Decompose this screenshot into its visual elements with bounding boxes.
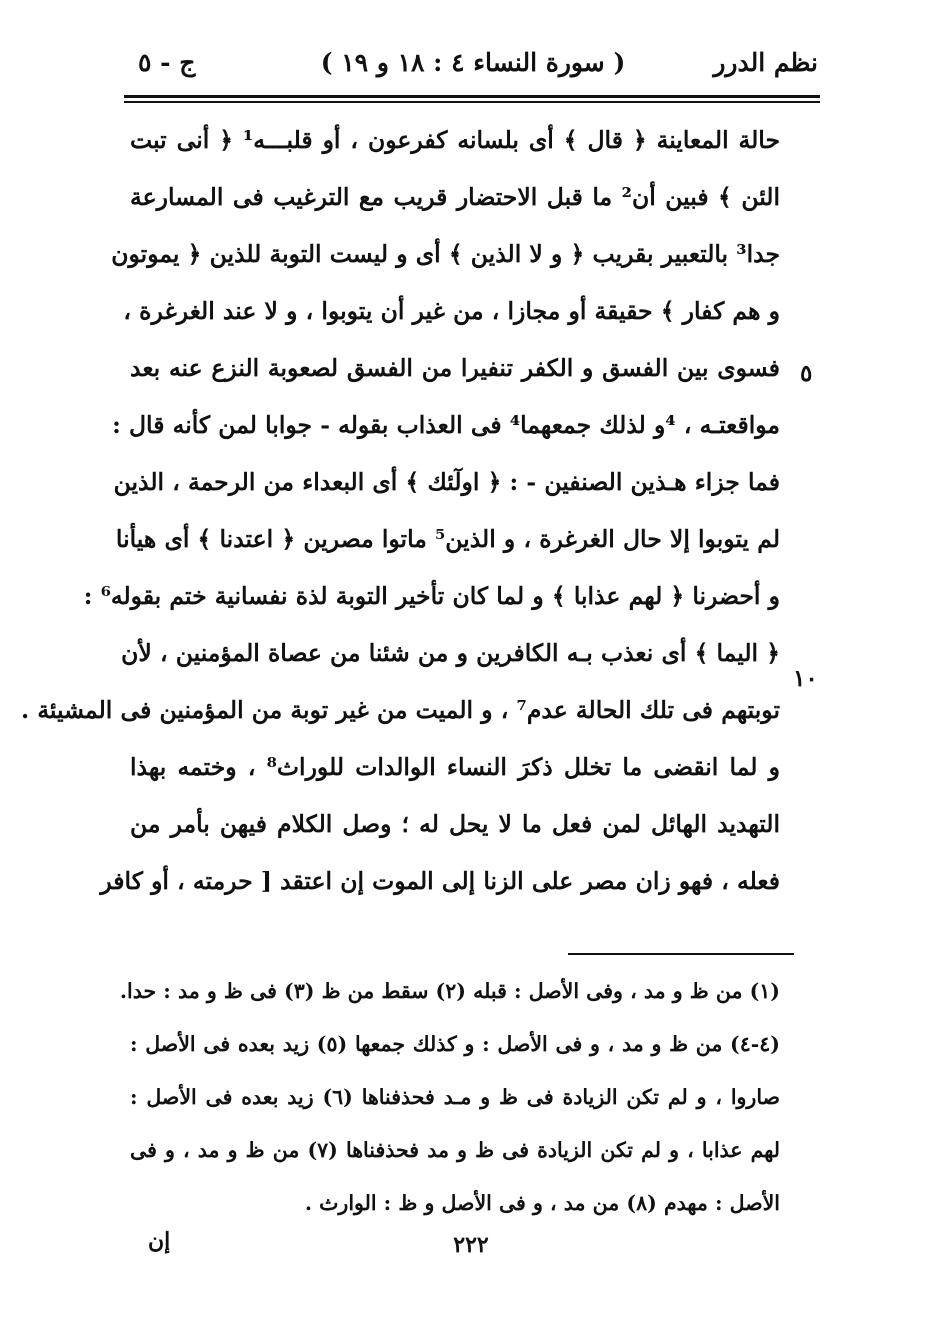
footnote-separator [568,953,794,955]
line-number-5: ٥ [800,360,813,387]
text-line: مواقعتـه ، ⁴و لذلك جمعهما⁴ فى العذاب بقوله - جوابا لمن كأنه قال : [112,411,780,439]
text-line: و هم كفار ﴾ حقيقة أو مجازا ، من غير أن يتوبوا ، و لا عند الغرغرة ، [123,297,780,325]
footnote-line: لهم عذابا ، و لم تكن الزيادة فى ظ و مد فحذفناها (٧) من ظ و مد ، و فى [130,1138,781,1162]
footnote-line: صاروا ، و لم تكن الزيادة فى ظ و مـد فحذفناها (٦) زيد بعده فى الأصل : [130,1085,780,1109]
volume-number: ج - ٥ [138,48,196,77]
text-line: جدا³ بالتعبير بقريب ﴿ و لا الذين ﴾ أى و ليست التوبة للذين ﴿ يموتون [111,240,780,268]
catchword: إن [148,1228,171,1254]
text-line: و أحضرنا ﴿ لهم عذابا ﴾ و لما كان تأخير التوبة لذة نفسانية ختم بقوله⁶ : [83,582,780,610]
header-rule-double [124,101,820,103]
header-rule [124,95,820,98]
book-title: نظم الدرر [713,48,818,77]
surah-reference: ( سورة النساء ٤ : ١٨ و ١٩ ) [320,48,626,77]
text-line: فعله ، فهو زان مصر على الزنا إلى الموت إن اعتقد [ حرمته ، أو كافر [100,867,780,895]
footnotes [119,965,781,1230]
line-number-10: ١٠ [793,665,818,692]
text-line: فسوى بين الفسق و الكفر تنفيرا من الفسق لصعوبة النزع عنه بعد [130,354,780,382]
text-line: لم يتوبوا إلا حال الغرغرة ، و الذين⁵ ماتوا مصرين ﴿ اعتدنا ﴾ أى هيأنا [115,525,780,553]
main-text [20,112,780,910]
text-line: توبتهم فى تلك الحالة عدم⁷ ، و الميت من غير توبة من المؤمنين فى المشيئة . [20,696,780,724]
text-line: ﴿ اليما ﴾ أى نعذب بـه الكافرين و من شئنا من عصاة المؤمنين ، لأن [121,639,780,667]
text-line: فما جزاء هـذين الصنفين - : ﴿ اولٓئك ﴾ أى البعداء من الرحمة ، الذين [113,468,780,496]
page-number: ٢٢٢ [453,1232,489,1258]
text-line: حالة المعاينة ﴿ قال ﴾ أى بلسانه كفرعون ، أو قلبـــه¹ ﴿ أنى تبت [130,126,780,154]
text-line: التهديد الهائل لمن فعل ما لا يحل له ؛ وصل الكلام فيهن بأمر من [130,810,780,838]
text-line: و لما انقضى ما تخلل ذكرَ النساء الوالدات للوراث⁸ ، وختمه بهذا [130,753,780,781]
footnote-line: (٤-٤) من ظ و مد ، و فى الأصل : و كذلك جمعها (٥) زيد بعده فى الأصل : [130,1032,780,1056]
footnote-line: (١) من ظ و مد ، وفى الأصل : قبله (٢) سقط من ظ (٣) فى ظ و مد : حدا. [119,979,780,1003]
text-line: الئن ﴾ فبين أن² ما قبل الاحتضار قريب مع الترغيب فى المسارعة [130,183,780,211]
running-header [128,48,818,88]
footnote-line: الأصل : مهدم (٨) من مد ، و فى الأصل و ظ : الوارث . [304,1191,780,1215]
